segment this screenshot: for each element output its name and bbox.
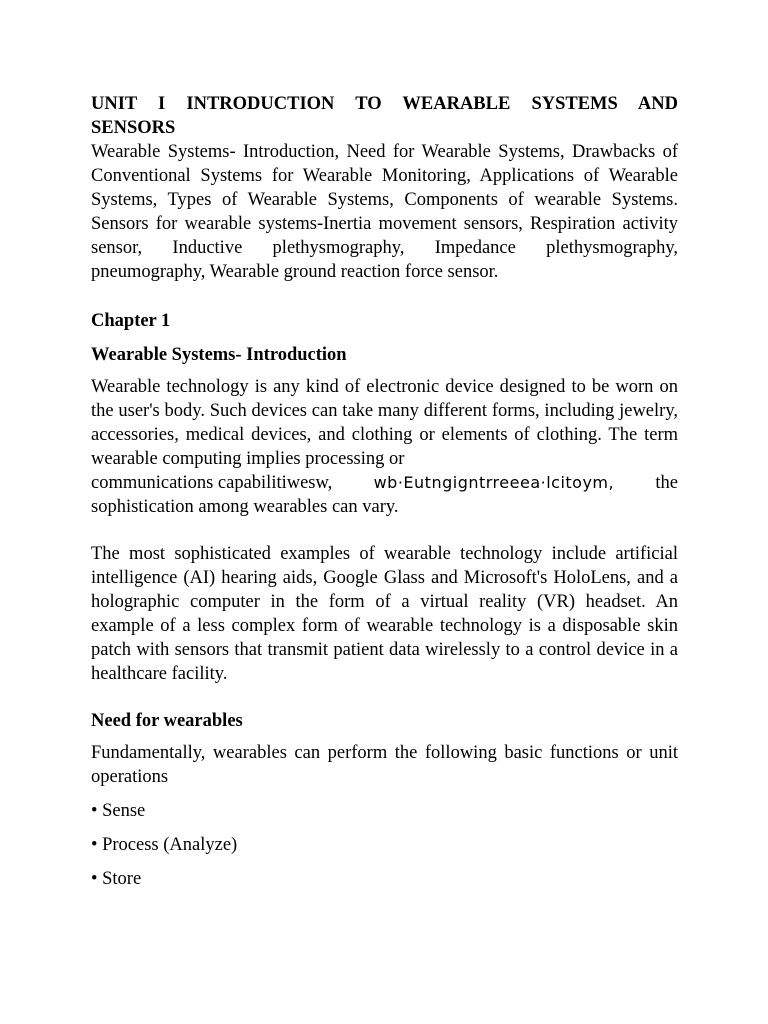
list-item-store: • Store xyxy=(91,869,142,889)
sophistication-text: sophistication among wearables can vary. xyxy=(91,497,399,517)
unit-title xyxy=(91,92,678,140)
communications-text: communications capabilitiwesw, xyxy=(91,473,333,493)
garbled-text: wb·Eutngigntrreeea·lcitoym, xyxy=(373,473,615,492)
section-heading-introduction: Wearable Systems- Introduction xyxy=(91,345,347,365)
paragraph-communications-line xyxy=(91,471,678,495)
unit-title-line1: UNIT I INTRODUCTION TO WEARABLE SYSTEMS AND xyxy=(91,94,678,114)
document-page xyxy=(91,92,678,891)
paragraph-wearable-definition xyxy=(91,375,678,519)
section-heading-need: Need for wearables xyxy=(91,711,243,731)
the-text: the xyxy=(655,473,678,493)
list-item-process: • Process (Analyze) xyxy=(91,835,238,855)
paragraph-sophisticated-examples: The most sophisticated examples of wearable technology include artificial intelligence (AI) hearing aids, Google Glass and Microsoft's HoloLens, and a holographic computer in the form of a virtual reality (VR) headset. An example of a less complex form of wearable technology is a disposable skin patch with sensors that transmit patient data wirelessly to a control device in a healthcare facility. xyxy=(91,544,678,684)
unit-title-line2: SENSORS xyxy=(91,118,176,138)
paragraph-wearable-definition-text: Wearable technology is any kind of electronic device designed to be worn on the user's body. Such devices can take many different forms, including jewelry, accessories, medical devices, and clothing or elements of clothing. The term wearable computing implies processing or xyxy=(91,377,678,469)
unit-syllabus: Wearable Systems- Introduction, Need for Wearable Systems, Drawbacks of Conventional Systems for Wearable Monitoring, Applications of Wearable Systems, Types of Wearable Systems, Components of wearable Systems. Sensors for wearable systems-Inertia movement sensors, Respiration activity sensor, Inductive plethysmography, Impedance plethysmography, pneumography, Wearable ground reaction force sensor. xyxy=(91,142,678,282)
chapter-label: Chapter 1 xyxy=(91,311,171,331)
paragraph-basic-functions: Fundamentally, wearables can perform the following basic functions or unit operations xyxy=(91,743,678,787)
list-item-sense: • Sense xyxy=(91,801,146,821)
